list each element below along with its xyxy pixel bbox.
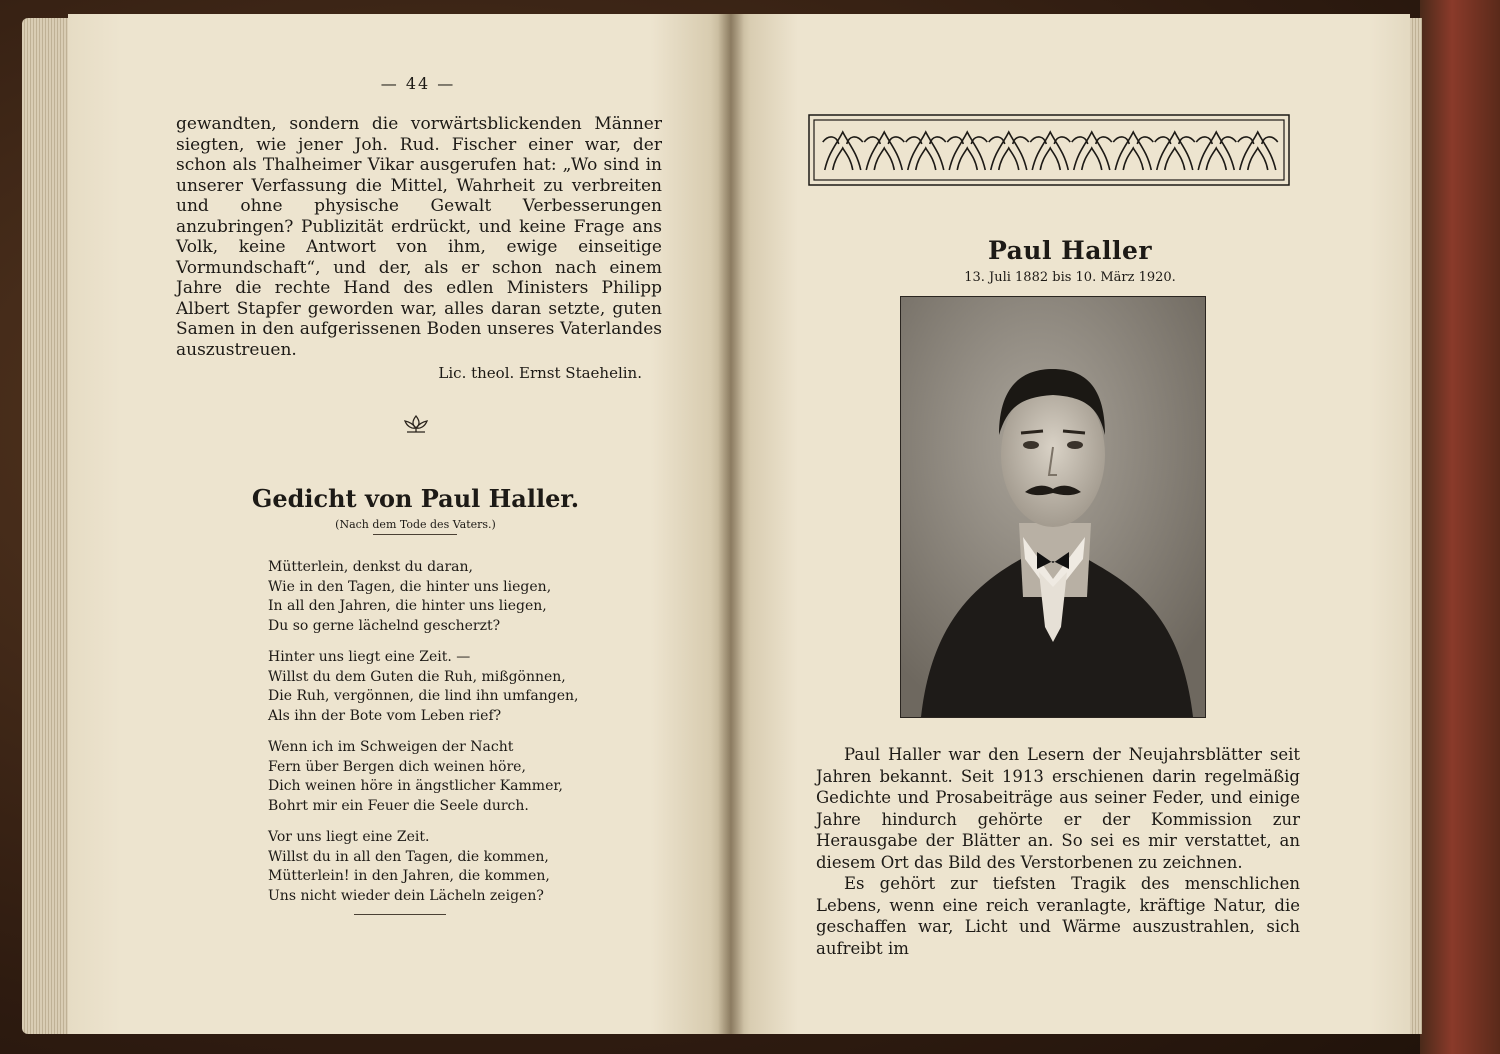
floral-fleuron-icon [401, 412, 431, 436]
divider-rule-bottom [354, 914, 446, 915]
poem-subtitle: (Nach dem Tode des Vaters.) [335, 518, 496, 531]
poem-line: Hinter uns liegt eine Zeit. — [268, 649, 471, 665]
poem-line: Wie in den Tagen, die hinter uns liegen, [268, 578, 552, 595]
art-nouveau-floral-band-icon [808, 114, 1290, 186]
poem-title: Gedicht von Paul Haller. [251, 484, 580, 513]
poem-line: Als ihn der Bote vom Leben rief? [268, 707, 502, 724]
floral-motif [864, 132, 904, 170]
poem-line: Mütterlein! in den Jahren, die kommen, [268, 868, 550, 884]
floral-motif [1196, 132, 1236, 170]
biography-paragraph: Es gehört zur tiefsten Tragik des menschlichen Lebens, wenn eine reich veranlagte, kräftige Natur, die geschaffen war, Licht und Wärme auszustrahlen, sich aufreibt im [816, 874, 1300, 958]
poem-stanza [268, 558, 628, 636]
floral-motif [989, 132, 1029, 170]
book-cover-edge [1420, 0, 1500, 1054]
left-page [68, 14, 730, 1034]
author-signature: Lic. theol. Ernst Staehelin. [438, 364, 642, 382]
right-page [730, 14, 1410, 1034]
biography-paragraph: Paul Haller war den Lesern der Neujahrsblätter seit Jahren bekannt. Seit 1913 erschienen darin regelmäßig Gedichte und Prosabeiträge aus seiner Feder, und einige Jahre hindurch gehörte er der Kommission zur Herausgabe der Blätter an. So sei es mir verstattet, an diesem Ort das Bild des Verstorbenen zu zeichnen. [816, 745, 1300, 872]
poem-body [268, 558, 628, 918]
poem-line: Uns nicht wieder dein Lächeln zeigen? [268, 887, 544, 904]
poem-line: Vor uns liegt eine Zeit. [268, 829, 430, 845]
floral-motif [823, 132, 863, 170]
essay-ending [176, 114, 662, 360]
floral-motif [1155, 132, 1195, 170]
biography-title: Paul Haller [987, 236, 1153, 265]
poem-line: Dich weinen höre in ängstlicher Kammer, [268, 778, 563, 794]
poem-line: In all den Jahren, die hinter uns liegen, [268, 598, 547, 614]
book-gutter [718, 14, 744, 1034]
poem-stanza [268, 828, 628, 906]
floral-motif [1238, 132, 1278, 170]
poem-line: Wenn ich im Schweigen der Nacht [268, 739, 514, 755]
poem-line: Willst du dem Guten die Ruh, mißgönnen, [268, 668, 566, 685]
biography-text [816, 744, 1300, 959]
floral-motif [947, 132, 987, 170]
poem-line: Du so gerne lächelnd gescherzt? [268, 617, 501, 634]
poem-line: Mütterlein, denkst du daran, [268, 559, 473, 575]
biography-dates: 13. Juli 1882 bis 10. März 1920. [964, 270, 1176, 285]
poem-stanza [268, 738, 628, 816]
poem-line: Fern über Bergen dich weinen höre, [268, 758, 526, 775]
poem-line: Willst du in all den Tagen, die kommen, [268, 848, 549, 865]
page-number: — 44 — [380, 74, 456, 93]
poem-line: Die Ruh, vergönnen, die lind ihn umfangen, [268, 688, 579, 704]
floral-motif [906, 132, 946, 170]
poem-stanza [268, 648, 628, 726]
floral-motif [1072, 132, 1112, 170]
poem-line: Bohrt mir ein Feuer die Seele durch. [268, 797, 529, 814]
floral-motif [1030, 132, 1070, 170]
divider-rule [373, 534, 457, 535]
floral-motif [1113, 132, 1153, 170]
essay-paragraph: gewandten, sondern die vorwärtsblickenden Männer siegten, wie jener Joh. Rud. Fischer einer war, der schon als Thalheimer Vikar ausgerufen hat: „Wo sind in unserer Verfassung die Mittel, Wahrheit zu verbreiten und ohne physische Gewalt Verbesserungen anzubringen? Publizität erdrückt, und keine Frage ans Volk, keine Antwort von ihm, ewige einseitige Vormundschaft“, und der, als er schon nach einem Jahre die rechte Hand des edlen Ministers Philipp Albert Stapfer geworden war, alles daran setzte, guten Samen in den aufgerissenen Boden unseres Vaterlandes auszustreuen. [176, 114, 662, 360]
portrait-photo-icon [900, 296, 1206, 718]
